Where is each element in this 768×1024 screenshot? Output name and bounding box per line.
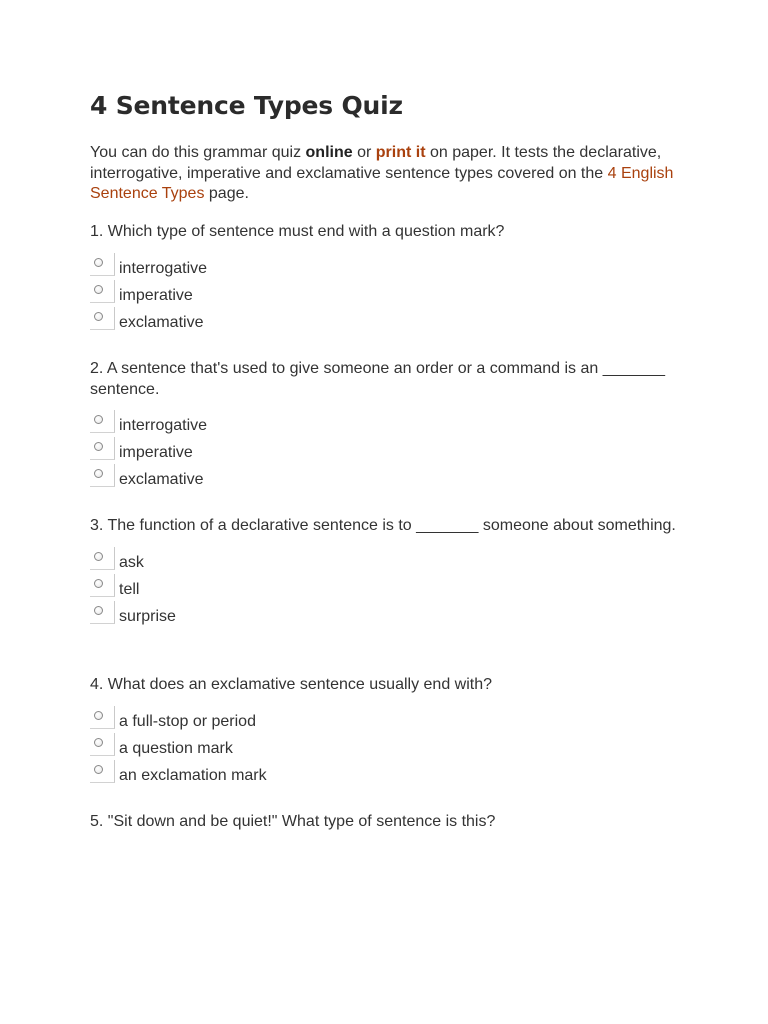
radio-button[interactable] bbox=[90, 437, 115, 460]
intro-text-3: on paper. It tests the declarative, interrogative, imperative and exclamative sentence types covered on the bbox=[90, 144, 662, 182]
option-label: imperative bbox=[119, 286, 193, 304]
option-label: interrogative bbox=[119, 259, 208, 277]
question-text: 2. A sentence that's used to give someone an order or a command is an _______ sentence. bbox=[90, 360, 665, 398]
option-exclamation-mark[interactable] bbox=[90, 765, 680, 792]
question-text: 3. The function of a declarative sentence is to _______ someone about something. bbox=[90, 517, 676, 534]
question-text: 5. "Sit down and be quiet!" What type of sentence is this? bbox=[90, 813, 496, 830]
option-full-stop[interactable] bbox=[90, 711, 680, 738]
option-label: an exclamation mark bbox=[119, 766, 267, 784]
radio-button-icon bbox=[94, 552, 103, 561]
option-label: surprise bbox=[119, 607, 176, 625]
option-imperative[interactable] bbox=[90, 285, 680, 312]
options-list bbox=[90, 552, 680, 633]
radio-button[interactable] bbox=[90, 574, 115, 597]
page-title: 4 Sentence Types Quiz bbox=[90, 91, 403, 120]
radio-button[interactable] bbox=[90, 706, 115, 729]
radio-button-icon bbox=[94, 738, 103, 747]
radio-button-icon bbox=[94, 258, 103, 267]
option-interrogative[interactable] bbox=[90, 258, 680, 285]
option-surprise[interactable] bbox=[90, 606, 680, 633]
option-exclamative[interactable] bbox=[90, 469, 680, 496]
question-2 bbox=[90, 359, 680, 496]
radio-button[interactable] bbox=[90, 733, 115, 756]
option-label: exclamative bbox=[119, 313, 204, 331]
radio-button[interactable] bbox=[90, 410, 115, 433]
option-interrogative[interactable] bbox=[90, 415, 680, 442]
radio-button[interactable] bbox=[90, 307, 115, 330]
radio-button-icon bbox=[94, 579, 103, 588]
question-4 bbox=[90, 675, 680, 792]
radio-button-icon bbox=[94, 765, 103, 774]
question-text: 1. Which type of sentence must end with a question mark? bbox=[90, 223, 505, 240]
online-emphasis: online bbox=[305, 144, 353, 161]
question-1 bbox=[90, 222, 680, 339]
radio-button-icon bbox=[94, 442, 103, 451]
option-label: imperative bbox=[119, 444, 193, 461]
option-label: tell bbox=[119, 580, 140, 598]
option-label: a question mark bbox=[119, 739, 233, 757]
options-list bbox=[90, 415, 680, 496]
sentence-types-link[interactable]: 4 English Sentence Types bbox=[90, 164, 674, 202]
radio-button[interactable] bbox=[90, 280, 115, 303]
radio-button-icon bbox=[94, 711, 103, 720]
question-3 bbox=[90, 516, 680, 633]
radio-button-icon bbox=[94, 285, 103, 294]
radio-button-icon bbox=[94, 469, 103, 478]
option-label: interrogative bbox=[119, 417, 208, 434]
option-label: a full-stop or period bbox=[119, 712, 256, 730]
options-list bbox=[90, 258, 680, 339]
radio-button[interactable] bbox=[90, 547, 115, 570]
question-text: 4. What does an exclamative sentence usually end with? bbox=[90, 676, 493, 693]
radio-button-icon bbox=[94, 312, 103, 321]
options-list bbox=[90, 711, 680, 792]
radio-button[interactable] bbox=[90, 601, 115, 624]
option-label: exclamative bbox=[119, 471, 204, 488]
radio-button-icon bbox=[94, 415, 103, 424]
option-ask[interactable] bbox=[90, 552, 680, 579]
intro-text-1: You can do this grammar quiz bbox=[90, 144, 306, 161]
intro-paragraph bbox=[90, 143, 685, 205]
radio-button[interactable] bbox=[90, 253, 115, 276]
print-it-link[interactable]: print it bbox=[375, 144, 426, 161]
option-question-mark[interactable] bbox=[90, 738, 680, 765]
option-tell[interactable] bbox=[90, 579, 680, 606]
radio-button[interactable] bbox=[90, 464, 115, 487]
radio-button[interactable] bbox=[90, 760, 115, 783]
radio-button-icon bbox=[94, 606, 103, 615]
intro-text-2: or bbox=[352, 144, 376, 161]
intro-text-4: page. bbox=[204, 185, 249, 202]
question-5 bbox=[90, 812, 680, 833]
option-label: ask bbox=[119, 553, 144, 571]
option-exclamative[interactable] bbox=[90, 312, 680, 339]
option-imperative[interactable] bbox=[90, 442, 680, 469]
